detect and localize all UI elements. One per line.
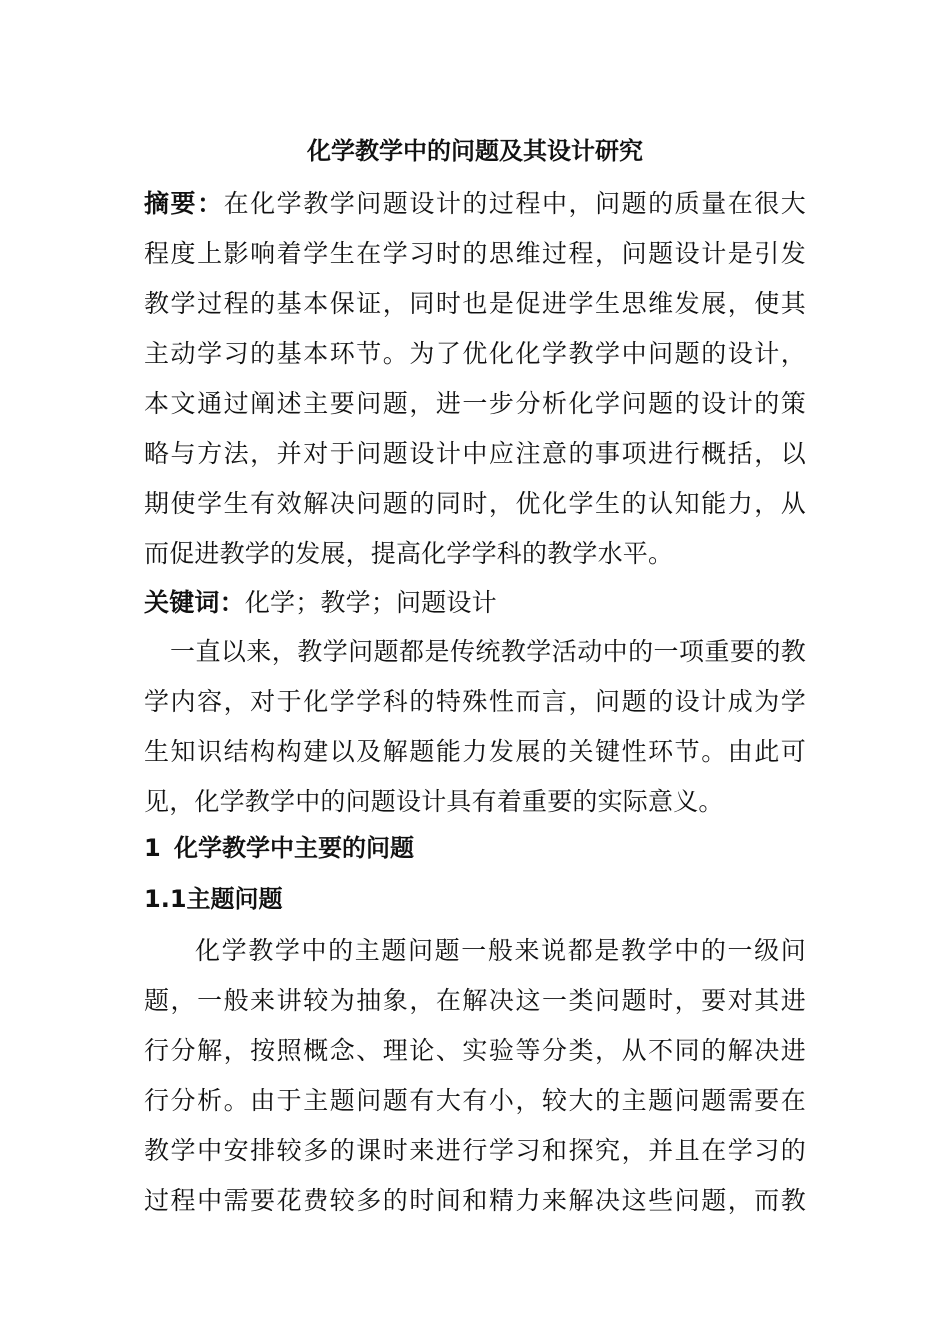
section-heading bbox=[144, 830, 414, 866]
keywords-line bbox=[144, 585, 806, 621]
abstract-text: 在化学教学问题设计的过程中，问题的质量在很大 bbox=[223, 189, 806, 218]
intro-line: 见，化学教学中的问题设计具有着重要的实际意义。 bbox=[144, 787, 724, 816]
section-paragraph-line: 化学教学中的主题问题一般来说都是教学中的一级问 bbox=[195, 936, 806, 965]
subsection-heading: 1.1主题问题 bbox=[144, 885, 283, 913]
abstract-line: 本文通过阐述主要问题，进一步分析化学问题的设计的策 bbox=[144, 389, 806, 418]
section-paragraph-line: 教学中安排较多的课时来进行学习和探究，并且在学习的 bbox=[144, 1136, 806, 1165]
intro-line: 生知识结构构建以及解题能力发展的关键性环节。由此可 bbox=[144, 737, 806, 766]
abstract-label: 摘要： bbox=[144, 189, 224, 218]
intro-line: 学内容，对于化学学科的特殊性而言，问题的设计成为学 bbox=[144, 687, 806, 716]
document-title: 化学教学中的问题及其设计研究 bbox=[307, 137, 643, 165]
section-paragraph-line: 行分解，按照概念、理论、实验等分类，从不同的解决进 bbox=[144, 1036, 806, 1065]
abstract-line bbox=[144, 186, 806, 222]
abstract-line: 期使学生有效解决问题的同时，优化学生的认知能力，从 bbox=[144, 489, 806, 518]
section-paragraph-line: 题，一般来讲较为抽象，在解决这一类问题时，要对其进 bbox=[144, 986, 806, 1015]
abstract-line: 教学过程的基本保证，同时也是促进学生思维发展，使其 bbox=[144, 289, 806, 318]
abstract-line: 而促进教学的发展，提高化学学科的教学水平。 bbox=[144, 539, 674, 568]
section-paragraph-line: 过程中需要花费较多的时间和精力来解决这些问题，而教 bbox=[144, 1186, 806, 1215]
keywords-text: 化学；教学；问题设计 bbox=[244, 588, 497, 617]
section-title: 化学教学中主要的问题 bbox=[174, 834, 414, 862]
intro-line: 一直以来，教学问题都是传统教学活动中的一项重要的教 bbox=[170, 637, 806, 666]
abstract-line: 主动学习的基本环节。为了优化化学教学中问题的设计， bbox=[144, 339, 806, 368]
keywords-label: 关键词： bbox=[144, 588, 245, 617]
abstract-line: 略与方法，并对于问题设计中应注意的事项进行概括，以 bbox=[144, 439, 806, 468]
section-paragraph-line: 行分析。由于主题问题有大有小，较大的主题问题需要在 bbox=[144, 1086, 806, 1115]
section-number: 1 bbox=[144, 834, 161, 862]
abstract-line: 程度上影响着学生在学习时的思维过程，问题设计是引发 bbox=[144, 239, 806, 268]
